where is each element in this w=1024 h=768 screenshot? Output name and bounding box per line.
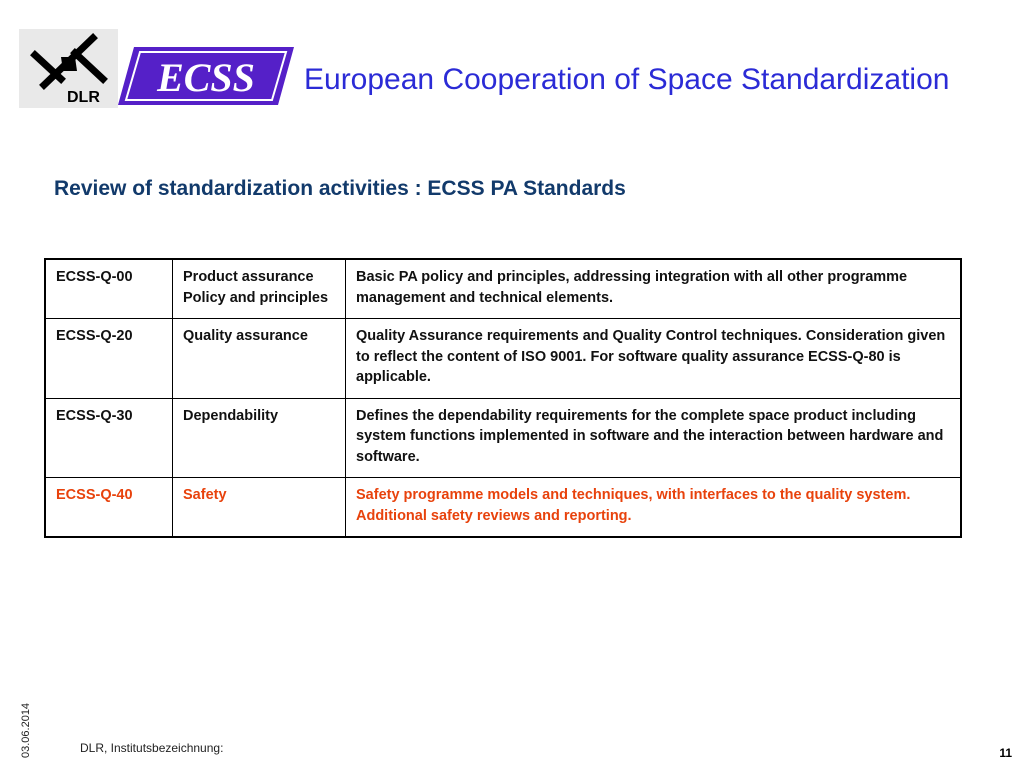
standard-topic-cell: Quality assurance (173, 319, 346, 399)
standard-id-cell: ECSS-Q-30 (45, 398, 173, 478)
standard-description-cell: Safety programme models and techniques, with interfaces to the quality system. Additional safety reviews and reporting. (346, 478, 962, 538)
page-number: 11 (999, 746, 1012, 760)
table-row (45, 398, 961, 478)
table-row-highlighted (45, 478, 961, 538)
page-title: Review of standardization activities : ECSS PA Standards (54, 177, 626, 200)
standards-table (44, 258, 962, 538)
dlr-logo (19, 29, 118, 108)
ecss-logo-text: ECSS (157, 55, 255, 100)
ecss-logo (116, 45, 296, 107)
page-header-title: European Cooperation of Space Standardization (304, 63, 950, 96)
dlr-logo-icon (19, 29, 118, 108)
standard-id-cell: ECSS-Q-00 (45, 259, 173, 319)
dlr-logo-text: DLR (67, 89, 100, 106)
standard-topic-cell: Product assurance Policy and principles (173, 259, 346, 319)
table-row (45, 259, 961, 319)
standard-description-cell: Basic PA policy and principles, addressing integration with all other programme management and technical elements. (346, 259, 962, 319)
footer-date: 03.06.2014 (20, 702, 32, 758)
standard-id-cell: ECSS-Q-20 (45, 319, 173, 399)
footer-organization: DLR, Institutsbezeichnung: (80, 741, 224, 755)
standard-topic-cell: Dependability (173, 398, 346, 478)
standard-id-cell: ECSS-Q-40 (45, 478, 173, 538)
standard-description-cell: Defines the dependability requirements for the complete space product including system functions implemented in software and the interaction between hardware and software. (346, 398, 962, 478)
standard-topic-cell: Safety (173, 478, 346, 538)
standard-description-cell: Quality Assurance requirements and Quality Control techniques. Consideration given to reflect the content of ISO 9001. For software quality assurance ECSS-Q-80 is applicable. (346, 319, 962, 399)
ecss-logo-icon (116, 45, 296, 107)
table-row (45, 319, 961, 399)
